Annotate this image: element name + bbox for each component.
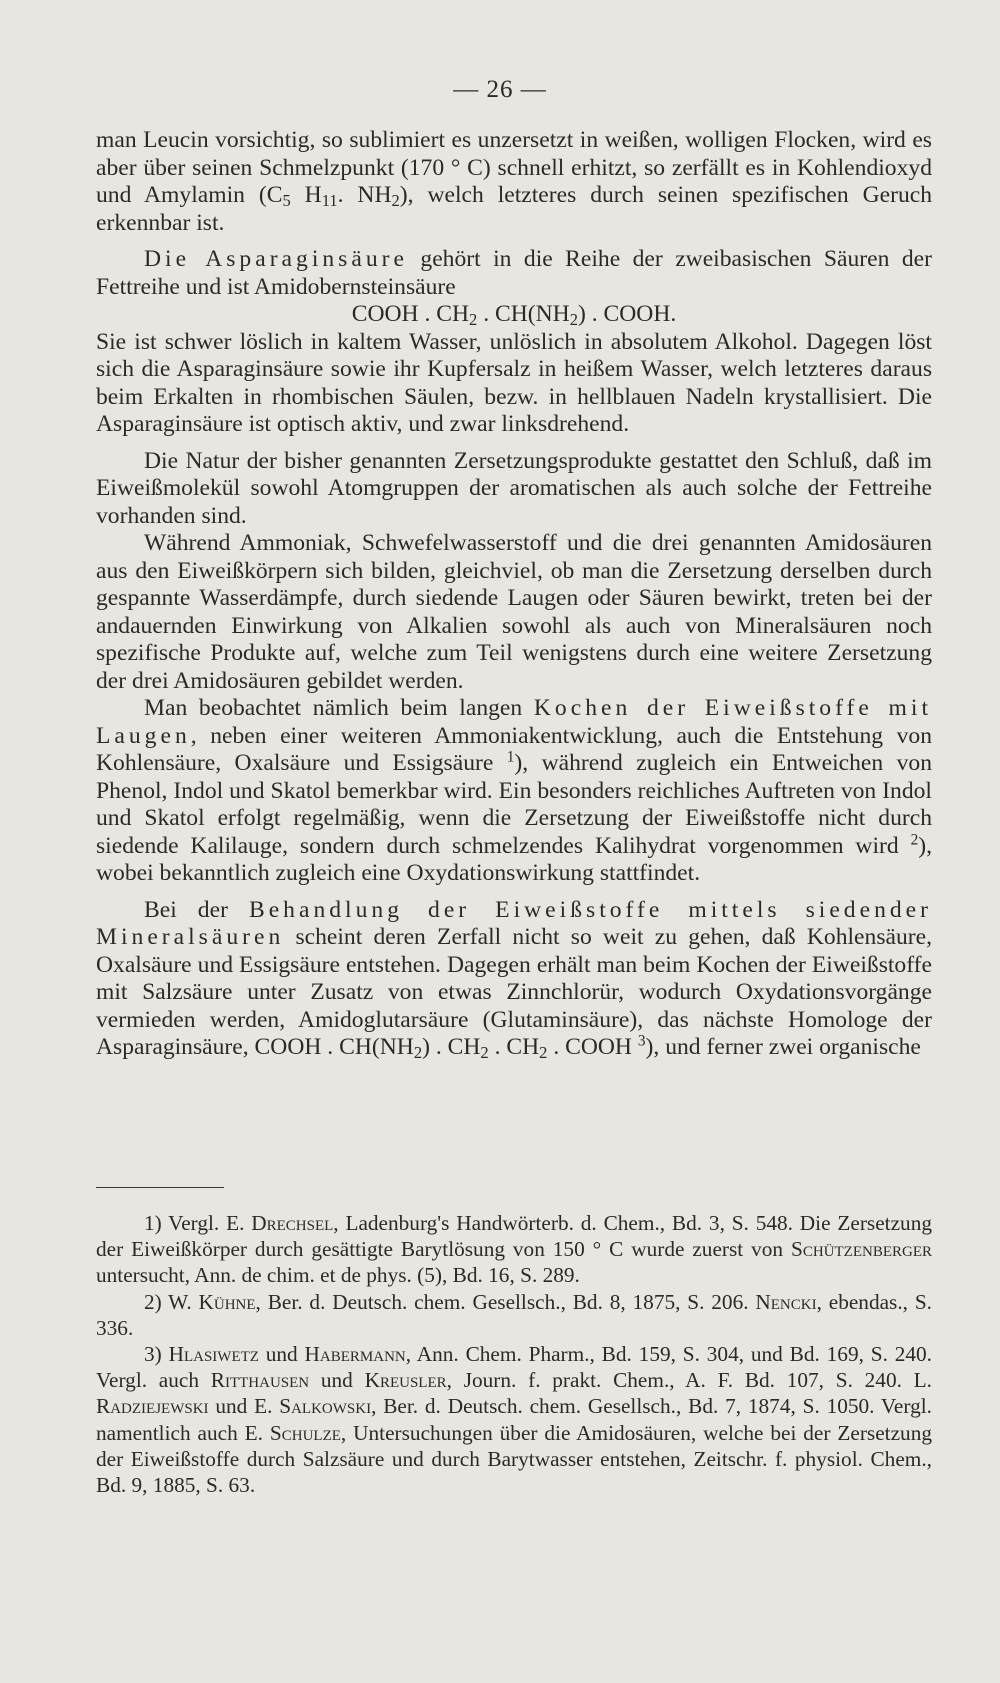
footnote-divider bbox=[96, 1187, 224, 1188]
main-text bbox=[96, 127, 932, 1062]
footnote-2: 2) W. Kühne, Ber. d. Deutsch. chem. Gesellsch., Bd. 8, 1875, S. 206. Nencki, ebendas., S. 336. bbox=[96, 1289, 932, 1340]
paragraph-leucin: man Leucin vorsichtig, so sublimiert es unzersetzt in weißen, wolligen Flocken, wird es aber über seinen Schmelzpunkt (170 ° C) schnell erhitzt, so zerfällt es in Kohlendioxyd und Amylamin ($C_5$ $H_{11}$. $NH_2$), welch letzteres durch seinen spezifischen Geruch erkennbar ist. bbox=[96, 127, 933, 236]
paragraph-natur: Die Natur der bisher genannten Zersetzungsprodukte gestattet den Schluß, daß im Eiweißmolekül sowohl Atomgruppen der aromatischen als auch solche der Fettreihe vorhanden sind. bbox=[96, 447, 932, 529]
formula-asparaginsaeure: COOH . $CH_2$ . $CH(NH_2)$ . COOH. bbox=[351, 301, 677, 330]
paragraph-mineralsaeuren: Bei der Behandlung der Eiweißstoffe mittels siedender Mineralsäuren scheint deren Zerfall nicht so weit zu gehen, daß Kohlensäure, Oxalsäure und Essigsäure entstehen. Dagegen erhält man beim Kochen der Eiweißstoffe mit Salzsäure unter Zusatz von etwas Zinnchlorür, wodurch Oxydationsvorgänge vermieden werden, Amidoglutarsäure (Glutaminsäure), das nächste Homologe der Asparaginsäure, COOH . $CH(NH_2)$ . $CH_2$ . $CH_2$ . COOH $^3$), und ferner zwei organische bbox=[96, 896, 932, 1063]
footnotes bbox=[96, 1210, 932, 1498]
paragraph-kochen-laugen: Man beobachtet nämlich beim langen Kochen der Eiweißstoffe mit Laugen, neben einer weiteren Ammoniakentwicklung, auch die Entstehung von Kohlensäure, Oxalsäure und Essigsäure $^1$), während zugleich ein Entweichen von Phenol, Indol und Skatol bemerkbar wird. Ein besonders reichliches Auftreten von Indol und Skatol erfolgt regelmäßig, wenn die Zersetzung der Eiweißstoffe nicht durch siedende Kalilauge, sondern durch schmelzendes Kalihydrat vorgenommen wird $^2$), wobei bekanntlich zugleich eine Oxydationswirkung stattfindet. bbox=[96, 695, 933, 886]
footnote-1: 1) Vergl. E. Drechsel, Ladenburg's Handwörterb. d. Chem., Bd. 3, S. 548. Die Zersetzung der Eiweißkörper durch gesättigte Barytlösung von 150 ° C wurde zuerst von Schützenberger untersucht, Ann. de chim. et de phys. (5), Bd. 16, S. 289. bbox=[96, 1211, 932, 1288]
page-number: — 26 — bbox=[453, 76, 547, 103]
paragraph-loeslichkeit: Sie ist schwer löslich in kaltem Wasser, unlöslich in absolutem Alkohol. Dagegen löst sich die Asparaginsäure sowie ihr Kupfersalz in heißem Wasser, welch letzteres daraus beim Erkalten in rhombischen Säulen, bezw. in hellblauen Nadeln krystallisiert. Die Asparaginsäure ist optisch aktiv, und zwar linksdrehend. bbox=[96, 328, 932, 437]
footnote-3: 3) Hlasiwetz und Habermann, Ann. Chem. Pharm., Bd. 159, S. 304, und Bd. 169, S. 240. Vergl. auch Ritthausen und Kreusler, Journ. f. prakt. Chem., A. F. Bd. 107, S. 240. L. Radziejewski und E. Salkowski, Ber. d. Deutsch. chem. Gesellsch., Bd. 7, 1874, S. 1050. Vergl. namentlich auch E. Schulze, Untersuchungen über die Amidosäuren, welche bei der Zersetzung der Eiweißstoffe durch Salzsäure und durch Barytwasser entstehen, Zeitschr. f. physiol. Chem., Bd. 9, 1885, S. 63. bbox=[96, 1342, 933, 1498]
paragraph-ammoniak: Während Ammoniak, Schwefelwasserstoff und die drei genannten Amidosäuren aus den Eiweißkörpern sich bilden, gleichviel, ob man die Zersetzung derselben durch gespannte Wasserdämpfe, durch siedende Laugen oder Säuren bewirkt, treten bei der andauernden Einwirkung von Alkalien sowohl als auch von Mineralsäuren noch spezifische Produkte auf, welche zum Teil wenigstens durch eine weitere Zersetzung der drei Amidosäuren gebildet werden. bbox=[96, 530, 932, 694]
paragraph-asparaginsaeure: Die Asparaginsäure gehört in die Reihe der zweibasischen Säuren der Fettreihe und ist Amidobernsteinsäure bbox=[96, 246, 932, 300]
